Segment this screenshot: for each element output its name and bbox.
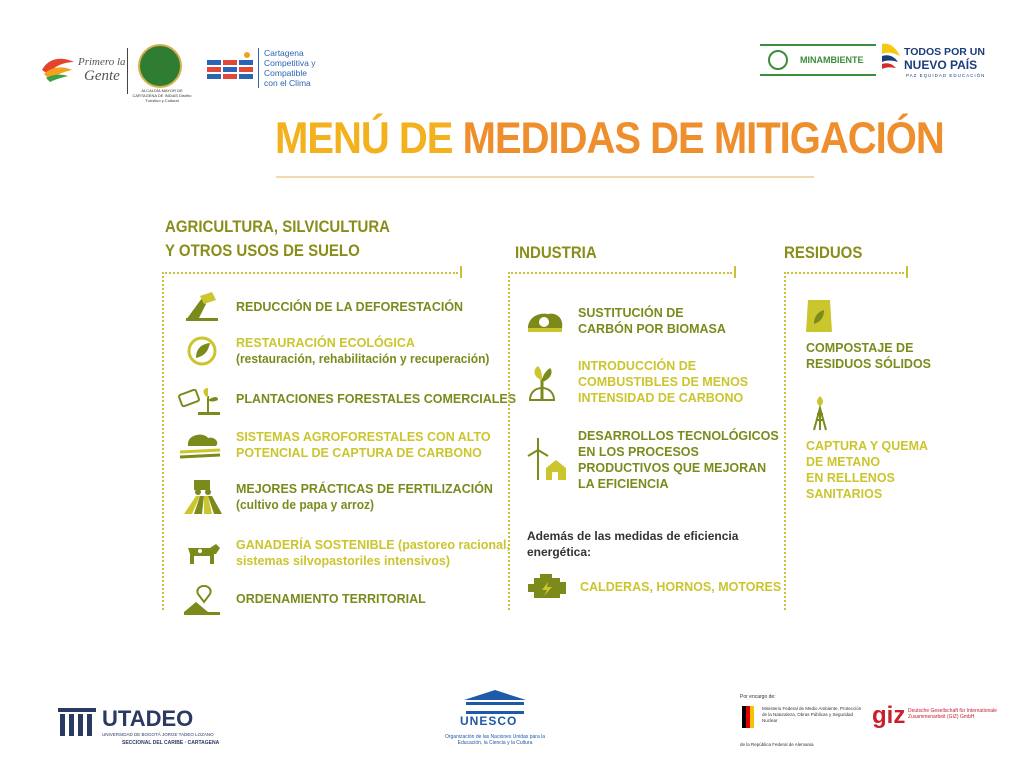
compost-bag-icon: [804, 294, 834, 334]
agricultura-rule-end: [460, 266, 462, 278]
page-title: [275, 114, 944, 164]
engine-icon: [526, 570, 568, 604]
wind-turbine-icon: [524, 438, 566, 482]
cartagena-seal-icon: [138, 44, 182, 88]
list-item: RESTAURACIÓN ECOLÓGICA (restauración, rehabilitación y recuperación): [182, 334, 489, 368]
agricultura-heading: AGRICULTURA, SILVICULTURA Y OTROS USOS DE SUELO: [165, 218, 390, 261]
primero-la-gente-icon: [40, 52, 76, 82]
residuos-rule-end: [906, 266, 908, 278]
list-item: DESARROLLOS TECNOLÓGICOS EN LOS PROCESOS PRODUCTIVOS QUE MEJORAN LA EFICIENCIA: [524, 428, 779, 492]
biomass-icon: [524, 304, 566, 338]
bmu-logo: [740, 694, 870, 754]
utadeo-subtitle: UNIVERSIDAD DE BOGOTÁ JORGE TADEO LOZANO: [102, 732, 214, 737]
todos-por-un-nuevo-pais-logo: [880, 42, 990, 82]
title-part2: MEDIDAS DE MITIGACIÓN: [452, 114, 944, 164]
todos-line3: PAZ EQUIDAD EDUCACIÓN: [906, 73, 986, 78]
todos-line2: NUEVO PAÍS: [904, 58, 978, 72]
list-item: GANADERÍA SOSTENIBLE (pastoreo racional, sistemas silvopastoriles intensivos): [182, 536, 510, 570]
todos-line1: TODOS POR UN: [904, 46, 985, 58]
seal-caption: ALCALDÍA MAYOR DE CARTAGENA DE INDIAS Distrito Turístico y Cultural: [132, 88, 192, 103]
primero-text: Primero la: [78, 56, 126, 68]
minambiente-text: MINAMBIENTE: [800, 55, 864, 65]
efficiency-note: Además de las medidas de eficiencia energética:: [527, 529, 739, 559]
industria-heading: INDUSTRIA: [515, 244, 597, 263]
unesco-logo: [440, 690, 550, 756]
giz-text: giz: [872, 702, 906, 729]
location-house-icon: [182, 582, 222, 616]
agricultura-dotted-border: [162, 276, 164, 610]
list-item: COMPOSTAJE DE RESIDUOS SÓLIDOS: [806, 340, 932, 372]
gente-text: Gente: [84, 68, 120, 84]
bmu-line1: Por encargo de:: [740, 694, 776, 700]
unesco-temple-icon: [462, 690, 528, 714]
list-item: PLANTACIONES FORESTALES COMERCIALES: [178, 382, 516, 416]
deforestation-icon: [182, 290, 222, 324]
utadeo-columns-icon: [58, 708, 98, 736]
list-item: CALDERAS, HORNOS, MOTORES: [526, 570, 781, 604]
plant-money-icon: [178, 382, 222, 416]
industria-rule-end: [734, 266, 736, 278]
title-underline: [276, 176, 814, 178]
cartagena-clima-icon: [207, 52, 253, 82]
colombia-shield-icon: [768, 50, 788, 70]
bmu-line2: Ministerio Federal de Medio Ambiente, Protección de la Naturaleza, Obras Públicas y Seguridad Nuclear: [762, 706, 862, 723]
giz-fullname: Deutsche Gesellschaft für Internationale Zusammenarbeit (GIZ) GmbH: [908, 708, 997, 720]
bmu-line3: de la República Federal de Alemania: [740, 742, 814, 747]
unesco-text: UNESCO: [460, 714, 518, 728]
header-divider: [127, 48, 128, 94]
industria-dotted-border: [508, 276, 510, 610]
title-part1: MENÚ DE: [275, 114, 453, 164]
list-item: SISTEMAS AGROFORESTALES CON ALTO POTENCIAL DE CAPTURA DE CARBONO: [178, 428, 491, 462]
industria-dotted-rule: [508, 272, 732, 274]
unesco-caption: Organización de las Naciones Unidas para la Educación, la Ciencia y la Cultura: [444, 734, 546, 746]
cow-icon: [182, 536, 222, 570]
minambiente-logo: [760, 44, 876, 76]
fuel-plant-icon: [524, 362, 566, 402]
residuos-dotted-border: [784, 276, 786, 610]
residuos-heading: RESIDUOS: [784, 244, 863, 263]
list-item: REDUCCIÓN DE LA DEFORESTACIÓN: [182, 290, 463, 324]
gas-flare-icon: [806, 392, 836, 432]
utadeo-name: UTADEO: [102, 706, 194, 731]
colombia-flag-icon: [880, 42, 902, 72]
cartagena-divider: [258, 48, 259, 88]
leaf-circle-icon: [182, 334, 222, 368]
residuos-dotted-rule: [784, 272, 904, 274]
list-item: ORDENAMIENTO TERRITORIAL: [182, 582, 426, 616]
list-item: INTRODUCCIÓN DE COMBUSTIBLES DE MENOS INTENSIDAD DE CARBONO: [524, 358, 748, 406]
agricultura-dotted-rule: [162, 272, 458, 274]
german-eagle-icon: [742, 706, 758, 728]
tractor-icon: [180, 478, 222, 516]
list-item: SUSTITUCIÓN DE CARBÓN POR BIOMASA: [524, 304, 726, 338]
primero-la-gente-logo: [40, 48, 130, 88]
utadeo-seccional: SECCIONAL DEL CARIBE · CARTAGENA: [122, 740, 220, 746]
list-item: MEJORES PRÁCTICAS DE FERTILIZACIÓN (cultivo de papa y arroz): [180, 478, 493, 516]
cartagena-logo-text: Cartagena Competitiva y Compatible con el Clima: [264, 48, 316, 88]
list-item: CAPTURA Y QUEMA DE METANO EN RELLENOS SANITARIOS: [806, 438, 929, 502]
agroforestry-icon: [178, 428, 222, 462]
